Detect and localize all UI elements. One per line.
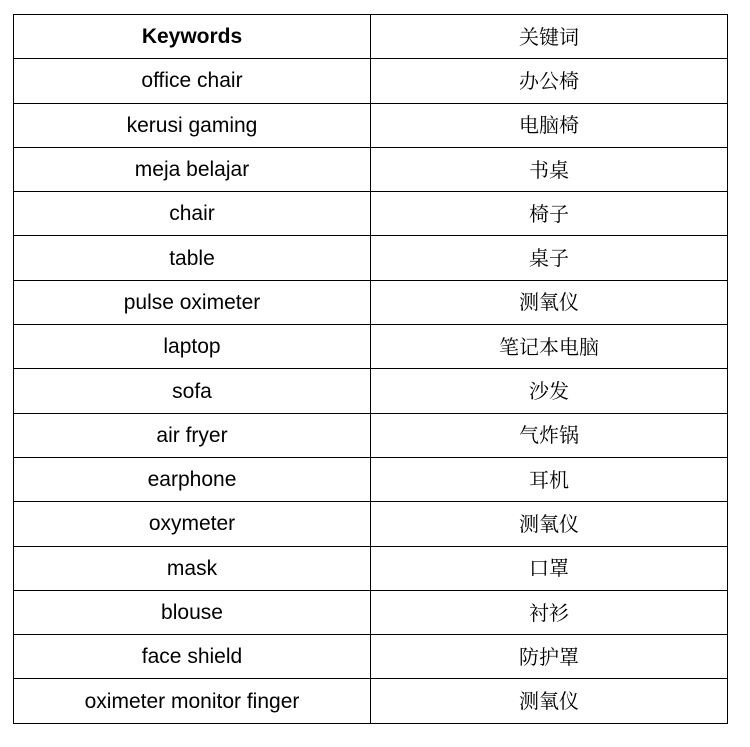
translation-cell: 耳机 — [371, 457, 728, 501]
translation-cell: 测氧仪 — [371, 679, 728, 723]
table-row — [14, 236, 728, 280]
table-row — [14, 546, 728, 590]
keyword-cell: pulse oximeter — [14, 280, 371, 324]
translation-cell: 书桌 — [371, 147, 728, 191]
table-row — [14, 280, 728, 324]
translation-cell: 办公椅 — [371, 59, 728, 103]
table-row — [14, 413, 728, 457]
keyword-cell: mask — [14, 546, 371, 590]
table-row — [14, 369, 728, 413]
table-row — [14, 590, 728, 634]
keyword-cell: oxymeter — [14, 502, 371, 546]
table-row — [14, 635, 728, 679]
keyword-cell: earphone — [14, 457, 371, 501]
keyword-cell: air fryer — [14, 413, 371, 457]
translation-cell: 笔记本电脑 — [371, 325, 728, 369]
table-row — [14, 59, 728, 103]
translation-cell: 测氧仪 — [371, 502, 728, 546]
keyword-cell: chair — [14, 192, 371, 236]
keyword-cell: laptop — [14, 325, 371, 369]
header-chinese-keywords: 关键词 — [371, 15, 728, 59]
keywords-table-container — [13, 14, 728, 724]
header-keywords: Keywords — [14, 15, 371, 59]
translation-cell: 沙发 — [371, 369, 728, 413]
keyword-cell: oximeter monitor finger — [14, 679, 371, 723]
translation-cell: 电脑椅 — [371, 103, 728, 147]
keyword-cell: office chair — [14, 59, 371, 103]
translation-cell: 桌子 — [371, 236, 728, 280]
translation-cell: 测氧仪 — [371, 280, 728, 324]
table-header-row — [14, 15, 728, 59]
translation-cell: 椅子 — [371, 192, 728, 236]
keyword-cell: sofa — [14, 369, 371, 413]
keyword-cell: blouse — [14, 590, 371, 634]
keyword-cell: kerusi gaming — [14, 103, 371, 147]
translation-cell: 防护罩 — [371, 635, 728, 679]
keyword-cell: meja belajar — [14, 147, 371, 191]
translation-cell: 衬衫 — [371, 590, 728, 634]
table-row — [14, 192, 728, 236]
table-row — [14, 679, 728, 723]
translation-cell: 口罩 — [371, 546, 728, 590]
table-row — [14, 457, 728, 501]
table-row — [14, 325, 728, 369]
table-row — [14, 147, 728, 191]
translation-cell: 气炸锅 — [371, 413, 728, 457]
table-row — [14, 502, 728, 546]
keyword-cell: table — [14, 236, 371, 280]
keyword-cell: face shield — [14, 635, 371, 679]
keywords-table — [13, 14, 728, 724]
table-row — [14, 103, 728, 147]
